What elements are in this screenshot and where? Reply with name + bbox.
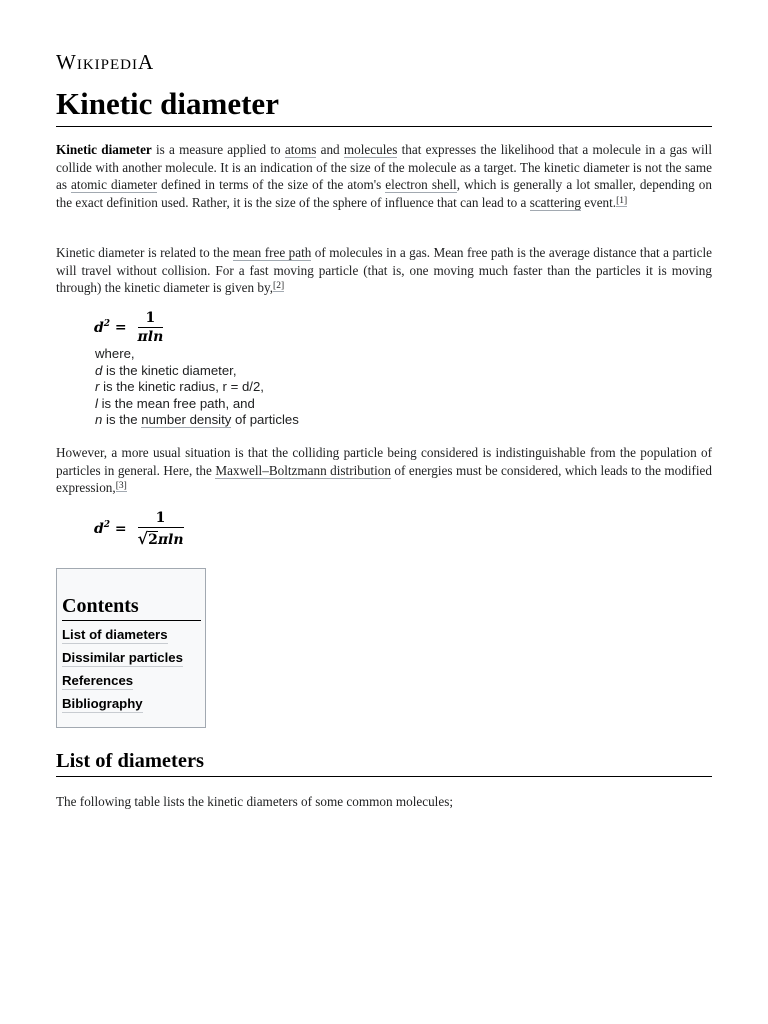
sqrt-symbol: √ — [137, 529, 149, 548]
table-of-contents — [56, 568, 206, 728]
formula-exponent: 2 — [103, 318, 111, 329]
formula2-fraction — [138, 510, 184, 548]
text-run: However, a more usual situation is that the colliding particle being considered is indistinguishable from the population of particles in general. Here, the — [56, 445, 712, 478]
formula2-lhs — [94, 521, 110, 537]
mean-free-path-paragraph — [56, 244, 712, 297]
formula2-denominator — [138, 528, 184, 548]
def-n-text: is the — [102, 412, 142, 427]
citation-3-link[interactable]: [3] — [115, 481, 127, 491]
formula2-var: d — [94, 521, 104, 537]
logo-middle: ikipedi — [76, 50, 138, 74]
formula-denominator: πln — [137, 329, 164, 345]
text-run: Kinetic diameter is related to the — [56, 245, 233, 260]
def-r-text: is the kinetic radius, r = d/2, — [99, 379, 264, 394]
formula-equals: = — [110, 319, 132, 336]
citation-2[interactable] — [273, 281, 284, 292]
page-title: Kinetic diameter — [56, 84, 712, 127]
link-atoms[interactable]: atoms — [284, 142, 317, 157]
text-run: event. — [580, 194, 617, 210]
text-run: and — [316, 142, 344, 157]
formula2-exponent: 2 — [103, 520, 111, 530]
sqrt-radicand: 2 — [148, 532, 158, 548]
citation-1[interactable] — [616, 196, 627, 207]
formula-modified — [94, 510, 184, 548]
text-run: that expresses the likelihood that a molecule in a gas will collide with another molecule. It is an indication of the size of the molecule as a target. The kinetic diameter is not the same as — [56, 142, 712, 192]
def-d — [95, 363, 299, 380]
def-r — [95, 379, 299, 396]
logo-initial: W — [56, 50, 77, 74]
formula2-equals: = — [110, 521, 132, 537]
toc-item-bibliography[interactable]: Bibliography — [62, 696, 143, 711]
text-run: of energies must be considered, which leads to the modified expression, — [56, 462, 713, 495]
text-run: is a measure applied to — [151, 142, 285, 157]
wikipedia-logo[interactable] — [56, 50, 154, 75]
citation-2-link[interactable]: [2] — [273, 281, 285, 291]
toc-item-dissimilar-particles[interactable]: Dissimilar particles — [62, 650, 183, 665]
text-run: defined in terms of the size of the atom's — [157, 177, 386, 192]
var-n: n — [95, 412, 103, 427]
toc-list — [62, 621, 200, 713]
link-number-density[interactable]: number density — [141, 412, 232, 427]
formula-var: d — [94, 319, 104, 336]
link-atomic-diameter[interactable]: atomic diameter — [71, 177, 158, 192]
lead-term: Kinetic diameter — [56, 142, 152, 157]
def-n-text-end: of particles — [231, 412, 299, 427]
link-molecules[interactable]: molecules — [343, 142, 398, 157]
formula2-den-vars: πln — [157, 532, 184, 548]
defs-where: where, — [95, 346, 135, 361]
link-mean-free-path[interactable]: mean free path — [232, 245, 312, 260]
logo-final: A — [137, 50, 155, 74]
var-l: l — [95, 395, 98, 411]
var-d: d — [95, 362, 103, 378]
def-l-text: is the mean free path, and — [97, 395, 255, 411]
formula-kinetic-diameter — [94, 310, 163, 345]
def-n — [95, 412, 299, 429]
link-maxwell-boltzmann[interactable]: Maxwell–Boltzmann distribution — [215, 462, 391, 478]
variable-definitions — [95, 346, 299, 429]
citation-1-link[interactable]: [1] — [616, 195, 628, 206]
intro-paragraph — [56, 141, 712, 211]
def-l — [95, 396, 299, 413]
var-r: r — [95, 379, 100, 394]
formula-numerator: 1 — [138, 310, 164, 328]
text-run: , which is generally a lot smaller, depending on the exact definition used. Rather, it is the size of the sphere of influence that can lead to a — [56, 177, 712, 210]
formula-fraction — [138, 310, 164, 345]
section-intro-text: The following table lists the kinetic diameters of some common molecules; — [56, 794, 453, 809]
def-d-text: is the kinetic diameter, — [102, 362, 237, 378]
link-scattering[interactable]: scattering — [529, 194, 581, 210]
text-run: of molecules in a gas. Mean free path is the average distance that a particle will travel without collision. For a fast moving particle (that is, one moving much faster than the particles it is moving through) the kinetic diameter is given by, — [56, 245, 712, 295]
toc-title: Contents — [62, 593, 201, 621]
toc-item-list-of-diameters[interactable]: List of diameters — [62, 627, 168, 642]
citation-3[interactable] — [116, 481, 127, 492]
toc-item-references[interactable]: References — [62, 673, 134, 688]
formula-lhs — [94, 320, 110, 336]
maxwell-paragraph — [56, 444, 712, 497]
link-electron-shell[interactable]: electron shell — [385, 177, 457, 192]
section-heading-list-of-diameters: List of diameters — [56, 748, 712, 777]
formula2-numerator: 1 — [138, 510, 184, 528]
